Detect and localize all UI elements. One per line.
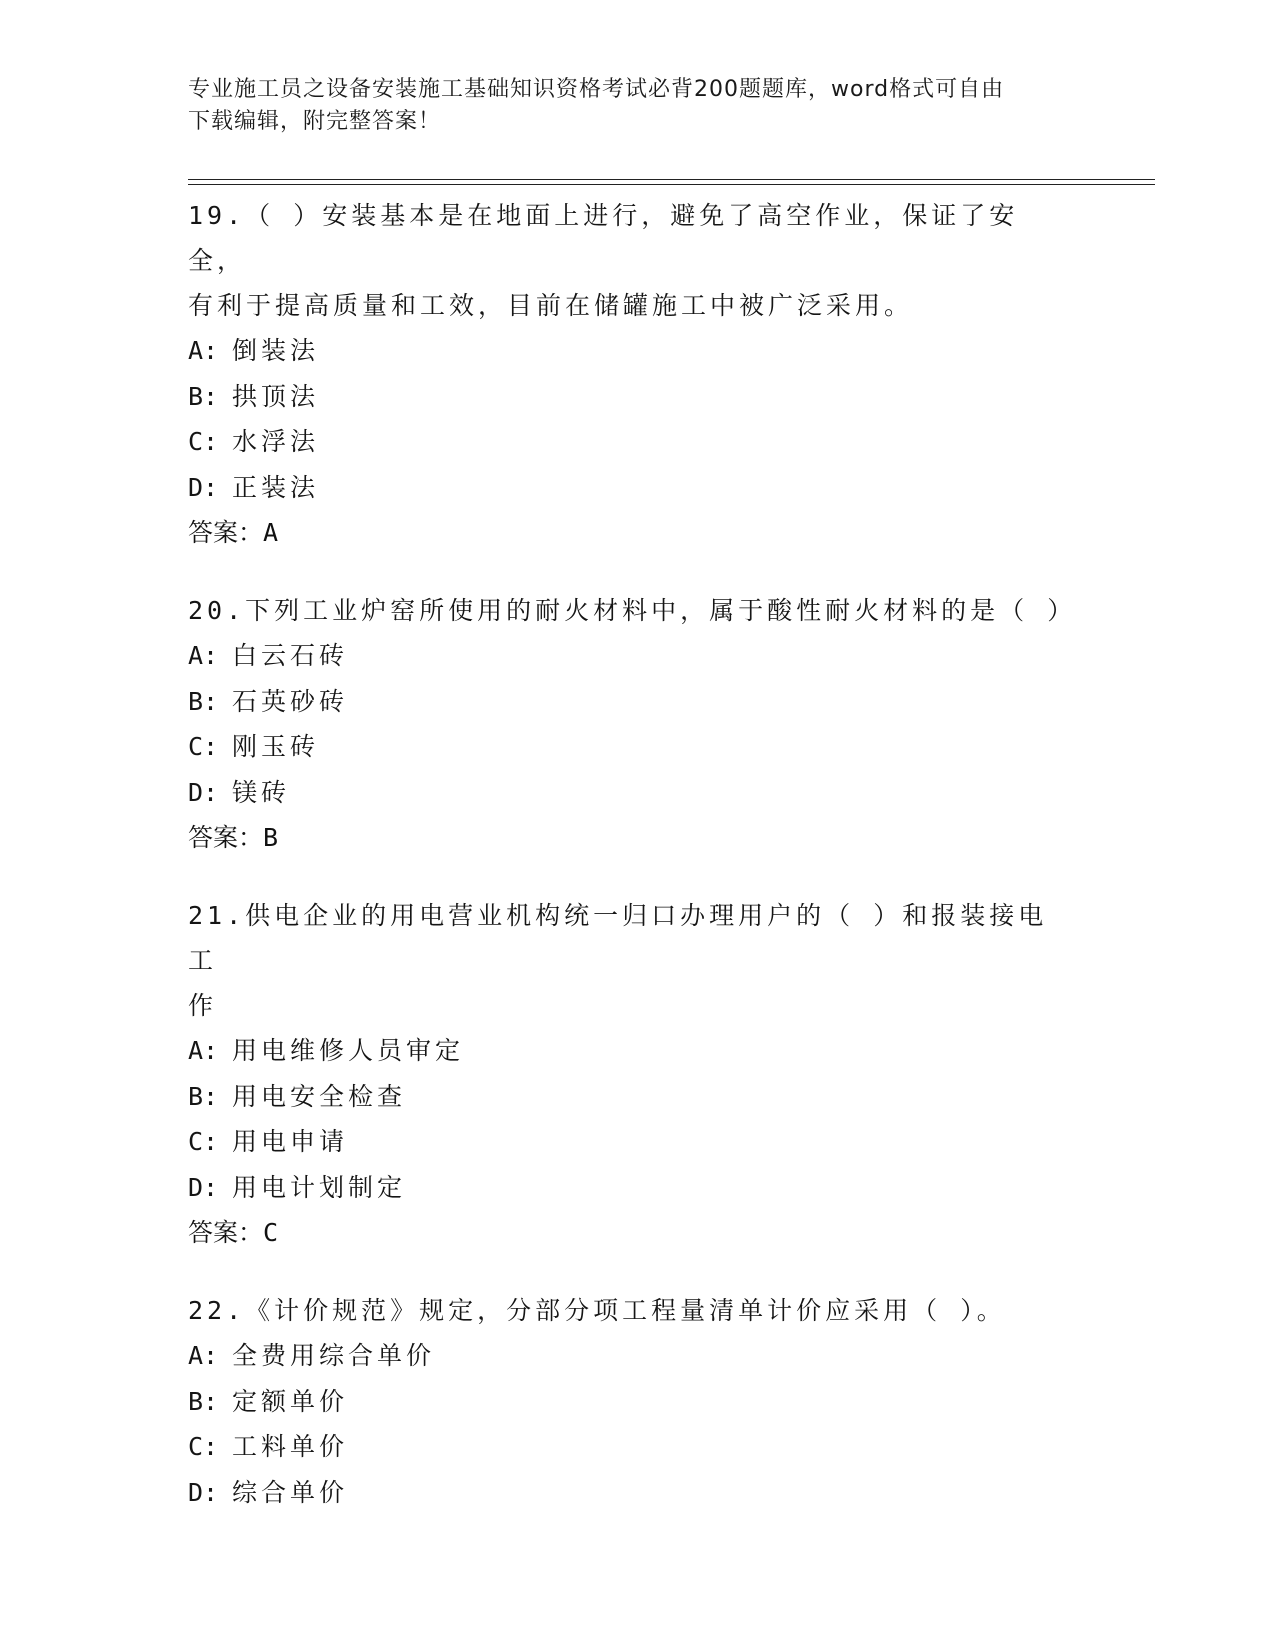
option-key: B: — [188, 381, 219, 411]
option-key: B: — [188, 686, 219, 716]
option-b — [188, 679, 1068, 725]
option-key: C: — [188, 1432, 219, 1461]
option-text: 用电申请 — [232, 1127, 349, 1156]
option-b — [188, 1379, 1068, 1425]
option-key: D: — [188, 472, 219, 502]
option-key: A: — [188, 1341, 219, 1370]
option-a — [188, 633, 1068, 679]
answer-label: 答案： — [188, 518, 264, 547]
option-text: 定额单价 — [232, 1386, 349, 1416]
answer-line — [188, 510, 1068, 555]
option-d — [188, 1165, 1068, 1211]
document-header — [188, 74, 1068, 138]
option-key: C: — [188, 427, 219, 456]
answer-value: B — [263, 823, 279, 852]
option-text: 正装法 — [232, 472, 320, 502]
question-21 — [188, 893, 1068, 1255]
question-stem-line: 20.下列工业炉窑所使用的耐火材料中，属于酸性耐火材料的是（ ） — [188, 596, 1077, 625]
option-d — [188, 1470, 1068, 1516]
option-text: 倒装法 — [232, 336, 320, 365]
question-stem-line: 有利于提高质量和工效，目前在储罐施工中被广泛采用。 — [188, 291, 914, 320]
option-key: C: — [188, 732, 219, 761]
answer-value: C — [263, 1218, 279, 1247]
answer-value: A — [263, 518, 279, 547]
option-key: B: — [188, 1081, 219, 1111]
answer-line — [188, 1210, 1068, 1255]
question-list — [188, 193, 1077, 1548]
option-text: 用电维修人员审定 — [232, 1036, 465, 1065]
option-c — [188, 1119, 1068, 1165]
option-a — [188, 1028, 1068, 1074]
option-key: D: — [188, 777, 219, 807]
answer-line — [188, 815, 1068, 860]
question-stem-line: 21.供电企业的用电营业机构统一归口办理用户的（ ）和报装接电工 — [188, 901, 1048, 975]
option-c — [188, 1424, 1068, 1470]
option-key: C: — [188, 1127, 219, 1156]
option-text: 工料单价 — [232, 1432, 349, 1461]
option-text: 石英砂砖 — [232, 686, 349, 716]
option-text: 镁砖 — [232, 777, 291, 807]
option-b — [188, 374, 1068, 420]
option-key: A: — [188, 641, 219, 670]
option-c — [188, 724, 1068, 770]
option-text: 刚玉砖 — [232, 732, 320, 761]
option-a — [188, 1333, 1068, 1379]
option-d — [188, 465, 1068, 511]
option-key: A: — [188, 336, 219, 365]
answer-label: 答案： — [188, 1218, 264, 1247]
option-text: 综合单价 — [232, 1477, 349, 1507]
question-stem-line: 作 — [188, 991, 218, 1020]
answer-label: 答案： — [188, 823, 264, 852]
option-d — [188, 770, 1068, 816]
header-divider-top — [188, 179, 1155, 180]
header-divider-bottom — [188, 184, 1155, 185]
option-key: A: — [188, 1036, 219, 1065]
option-a — [188, 328, 1068, 374]
option-key: D: — [188, 1477, 219, 1507]
header-line-2: 下载编辑，附完整答案！ — [188, 109, 442, 134]
option-text: 拱顶法 — [232, 381, 320, 411]
option-b — [188, 1074, 1068, 1120]
option-text: 白云石砖 — [232, 641, 349, 670]
option-text: 全费用综合单价 — [232, 1341, 436, 1370]
question-20 — [188, 588, 1077, 860]
option-key: D: — [188, 1172, 219, 1202]
question-19 — [188, 193, 1068, 555]
option-text: 用电安全检查 — [232, 1081, 407, 1111]
option-text: 用电计划制定 — [232, 1172, 407, 1202]
question-stem-line: 19.（ ）安装基本是在地面上进行，避免了高空作业，保证了安全， — [188, 201, 1019, 275]
option-text: 水浮法 — [232, 427, 320, 456]
question-stem-line: 22.《计价规范》规定，分部分项工程量清单计价应采用（ ）。 — [188, 1296, 1006, 1325]
option-key: B: — [188, 1386, 219, 1416]
header-line-1: 专业施工员之设备安装施工基础知识资格考试必背200题题库，word格式可自由 — [188, 77, 1005, 102]
question-22 — [188, 1288, 1068, 1515]
option-c — [188, 419, 1068, 465]
